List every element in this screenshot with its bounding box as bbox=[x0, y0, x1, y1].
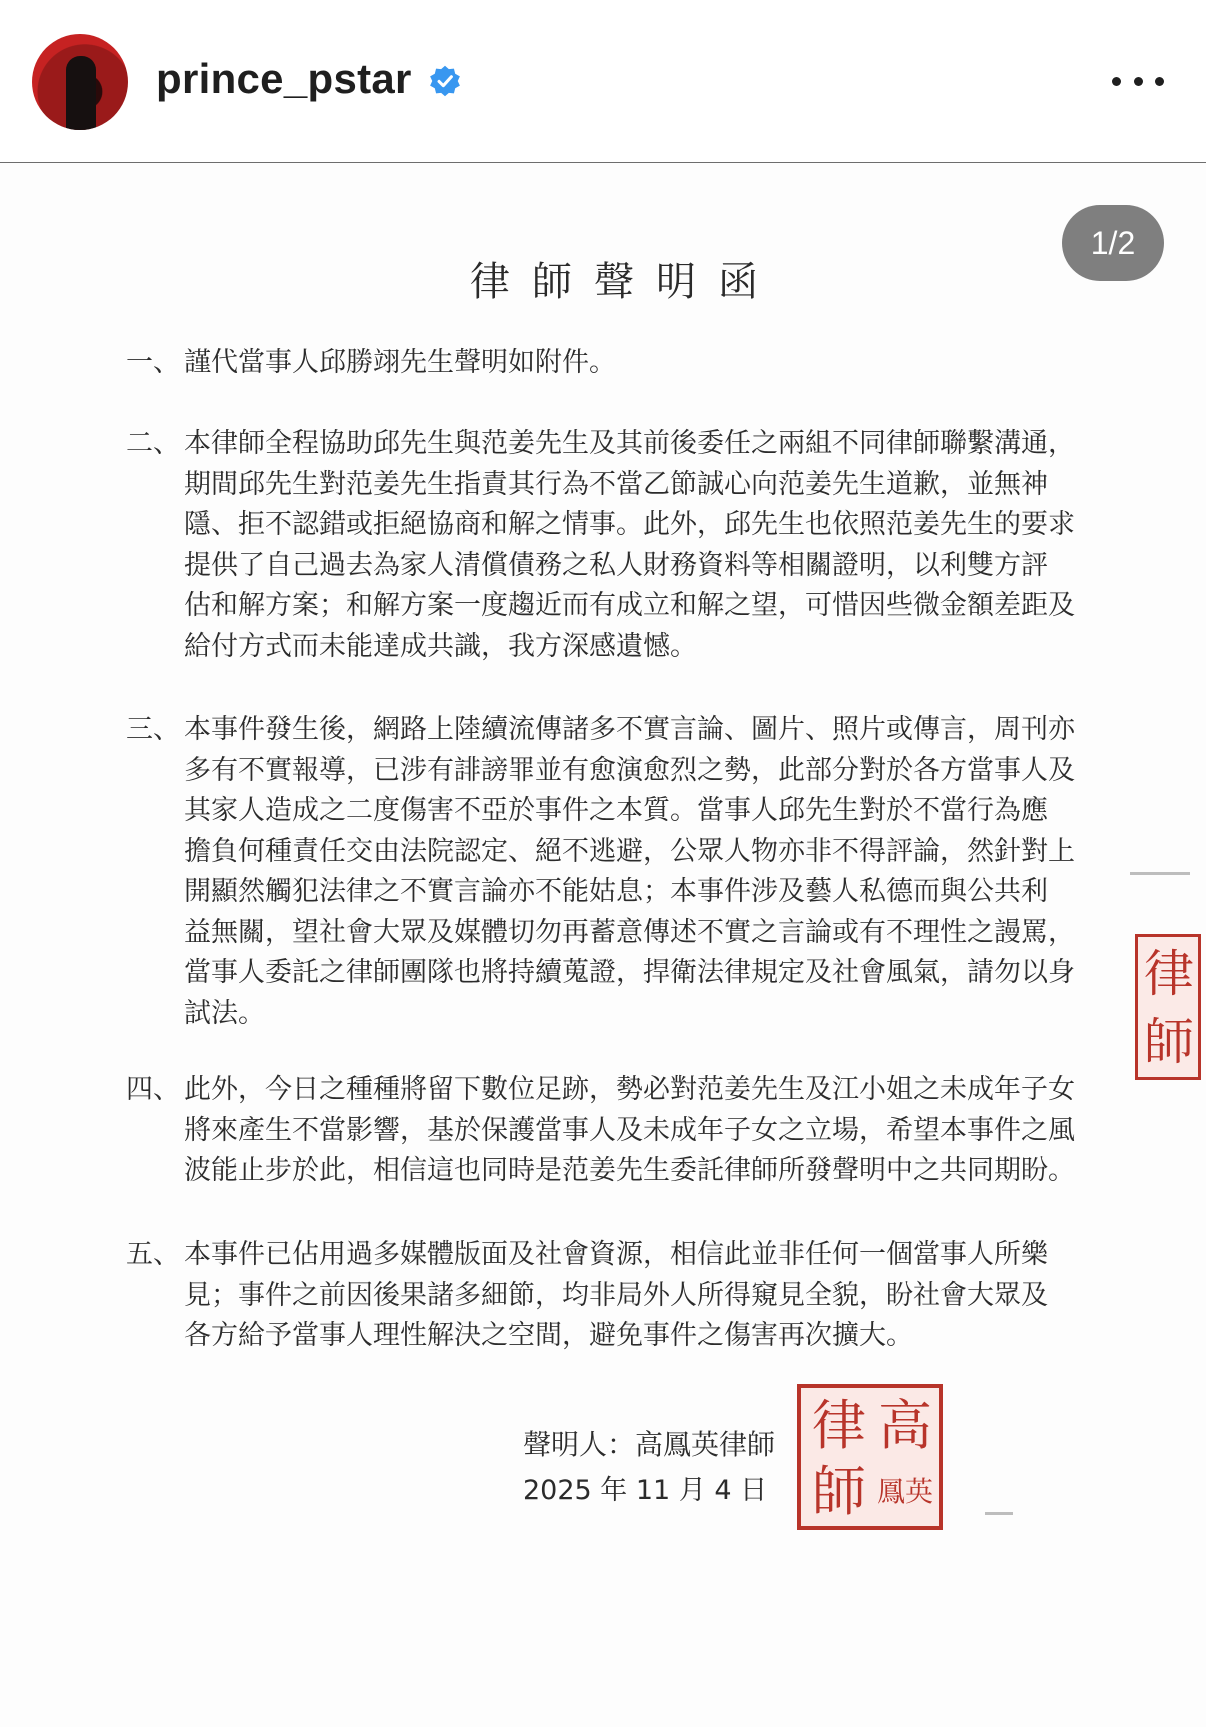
paragraph-number: 二、 bbox=[126, 428, 180, 459]
media-counter: 1/2 bbox=[1062, 205, 1164, 281]
signer: 聲明人：高鳳英律師 bbox=[523, 1428, 776, 1461]
paragraph-5 bbox=[126, 1235, 1126, 1357]
paragraph-1 bbox=[126, 343, 1126, 384]
paragraph-line: 本事件已佔用過多媒體版面及社會資源，相信此並非任何一個當事人所樂 bbox=[184, 1239, 1048, 1270]
paragraph-number: 四、 bbox=[126, 1074, 180, 1105]
paragraph-text bbox=[184, 1070, 1184, 1192]
paragraph-text bbox=[184, 710, 1184, 1034]
paragraph-line: 見；事件之前因後果諸多細節，均非局外人所得窺見全貌，盼社會大眾及 bbox=[184, 1279, 1048, 1311]
date: 2025 年 11 月 4 日 bbox=[523, 1475, 768, 1506]
paragraph-line: 提供了自己過去為家人清償債務之私人財務資料等相關證明，以利雙方評 bbox=[184, 549, 1048, 581]
paragraph-line: 試法。 bbox=[184, 997, 265, 1029]
lawyer-seal: 律 高 師 鳳英 bbox=[797, 1384, 943, 1530]
paragraph-number: 三、 bbox=[126, 714, 180, 745]
paragraph-line: 益無關，望社會大眾及媒體切勿再蓄意傳述不實之言論或有不理性之謾罵， bbox=[184, 916, 1075, 948]
paragraph-line: 將來產生不當影響，基於保護當事人及未成年子女之立場，希望本事件之風 bbox=[184, 1114, 1075, 1146]
paragraph-2 bbox=[126, 424, 1126, 667]
paragraph-line: 期間邱先生對范姜先生指責其行為不當乙節誠心向范姜先生道歉，並無神 bbox=[184, 468, 1048, 500]
paragraph-line: 謹代當事人邱勝翊先生聲明如附件。 bbox=[184, 347, 616, 378]
paragraph-line: 擔負何種責任交由法院認定、絕不逃避，公眾人物亦非不得評論，然針對上 bbox=[184, 835, 1075, 867]
paragraph-line: 估和解方案；和解方案一度趨近而有成立和解之望，可惜因些微金額差距及 bbox=[184, 590, 1075, 621]
username[interactable]: prince_pstar bbox=[156, 55, 412, 102]
paragraph-line: 給付方式而未能達成共識，我方深感遺憾。 bbox=[184, 630, 697, 662]
paragraph-3 bbox=[126, 710, 1126, 1034]
paragraph-line: 此外，今日之種種將留下數位足跡，勢必對范姜先生及江小姐之未成年子女 bbox=[184, 1074, 1075, 1105]
post-header bbox=[0, 0, 1206, 163]
paragraph-line: 多有不實報導，已涉有誹謗罪並有愈演愈烈之勢，此部分對於各方當事人及 bbox=[184, 754, 1075, 786]
paragraph-line: 各方給予當事人理性解決之空間，避免事件之傷害再次擴大。 bbox=[184, 1320, 913, 1351]
paragraph-text bbox=[184, 424, 1184, 667]
paragraph-text bbox=[184, 343, 1184, 384]
paragraph-text bbox=[184, 1235, 1184, 1357]
more-options-icon[interactable] bbox=[1112, 66, 1164, 96]
letter-title: 律師聲明函 bbox=[470, 259, 780, 305]
paragraph-line: 隱、拒不認錯或拒絕協商和解之情事。此外，邱先生也依照范姜先生的要求 bbox=[184, 509, 1075, 540]
avatar[interactable] bbox=[32, 34, 128, 130]
paragraph-line: 本事件發生後，網路上陸續流傳諸多不實言論、圖片、照片或傳言，周刊亦 bbox=[184, 714, 1075, 745]
paragraph-line: 本律師全程協助邱先生與范姜先生及其前後委任之兩組不同律師聯繫溝通， bbox=[184, 428, 1075, 459]
side-seal: 律 師 bbox=[1135, 934, 1201, 1080]
paragraph-line: 其家人造成之二度傷害不亞於事件之本質。當事人邱先生對於不當行為應 bbox=[184, 795, 1048, 826]
paragraph-line: 波能止步於此，相信這也同時是范姜先生委託律師所發聲明中之共同期盼。 bbox=[184, 1155, 1075, 1186]
paragraph-number: 五、 bbox=[126, 1239, 180, 1270]
paragraph-number: 一、 bbox=[126, 347, 180, 378]
paragraph-line: 當事人委託之律師團隊也將持續蒐證，捍衛法律規定及社會風氣，請勿以身 bbox=[184, 957, 1075, 988]
paragraph-line: 開顯然觸犯法律之不實言論亦不能姑息；本事件涉及藝人私德而與公共利 bbox=[184, 876, 1048, 907]
verified-badge-icon bbox=[428, 64, 462, 98]
paragraph-4 bbox=[126, 1070, 1126, 1192]
